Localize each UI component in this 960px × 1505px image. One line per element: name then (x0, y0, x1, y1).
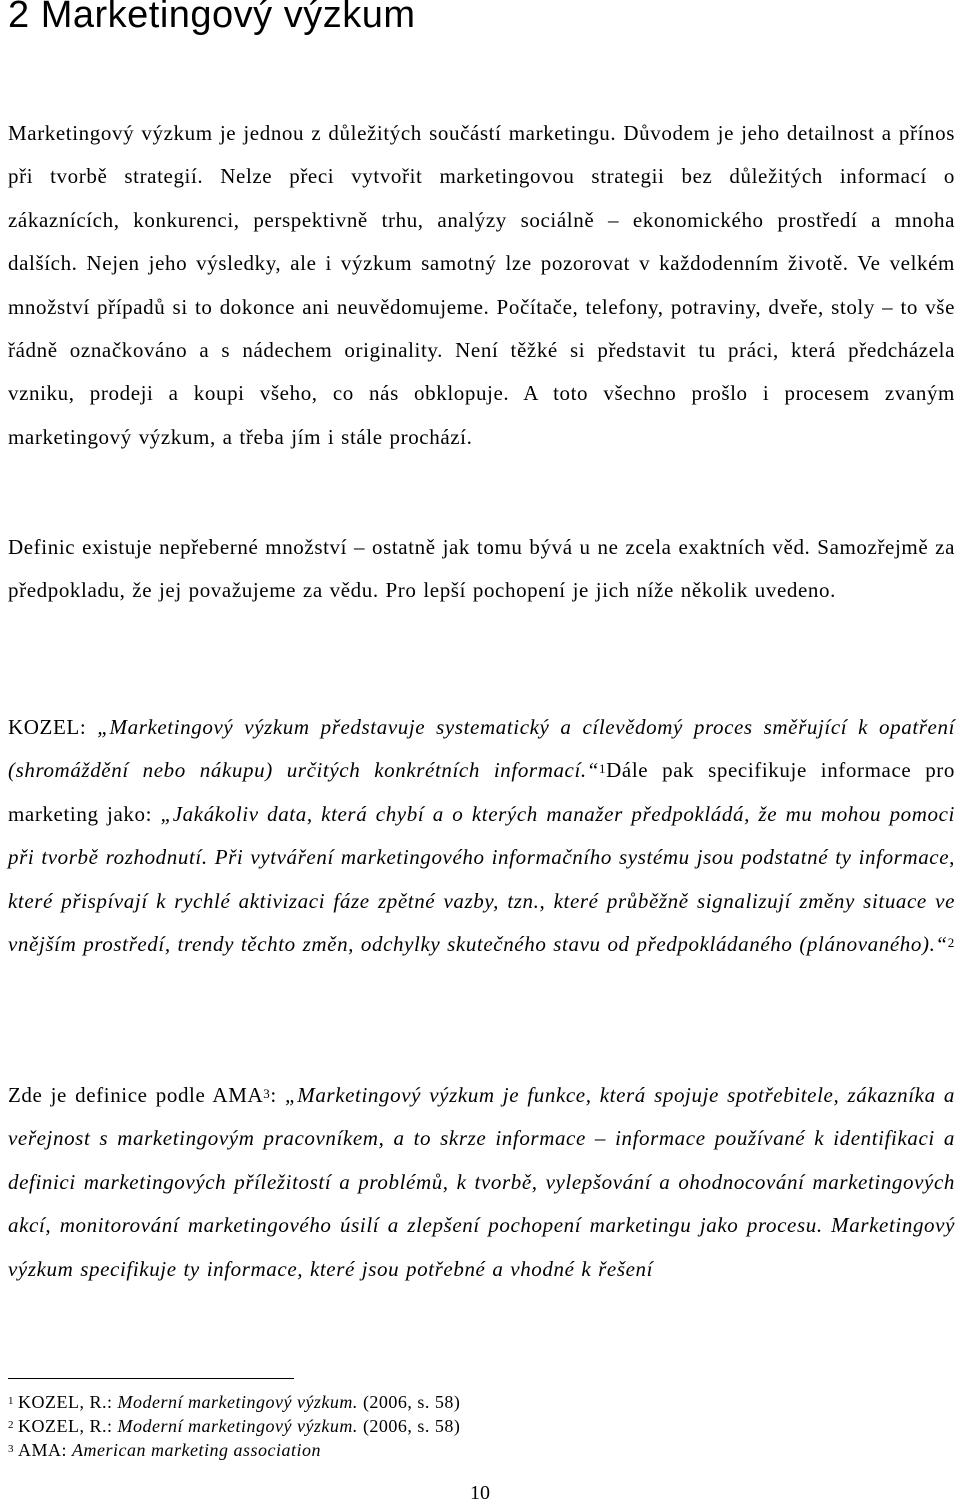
paragraph-kozel (8, 706, 955, 966)
footnote-1-rest: (2006, s. 58) (357, 1392, 461, 1412)
footnote-2-title: Moderní marketingový výzkum. (117, 1416, 358, 1436)
ama-quote: „Marketingový výzkum je funkce, která spojuje spotřebitele, zákazníka a veřejnost s marketingovým pracovníkem, a to skrze informace – informace používané k identifikaci a definici marketingových příležitostí a problémů, k tvorbě, vylepšování a ohodnocování marketingových akcí, monitorování marketingového úsilí a zlepšení pochopení marketingu jako procesu. Marketingový výzkum specifikuje ty informace, které jsou potřebné a vhodné k řešení (8, 1083, 955, 1281)
footnote-1-number: 1 (8, 1395, 14, 1407)
paragraph-intro (8, 112, 955, 459)
kozel-mid: Dále pak specifikuje informace pro marketing jako: (8, 758, 955, 826)
paragraph-ama (8, 1074, 955, 1291)
footnote-2 (8, 1414, 460, 1438)
footnote-1 (8, 1390, 460, 1414)
paragraph-intro-text: Marketingový výzkum je jednou z důležitých součástí marketingu. Důvodem je jeho detailnost a přínos při tvorbě strategií. Nelze přeci vytvořit marketingovou strategii bez důležitých informací o zákaznících, konkurenci, perspektivně trhu, analýzy sociálně – ekonomického prostředí a mnoha dalších. Nejen jeho výsledky, ale i výzkum samotný lze pozorovat v každodenním životě. Ve velkém množství případů si to dokonce ani neuvědomujeme. Počítače, telefony, potraviny, dveře, stoly – to vše řádně označkováno a s nádechem originality. Není těžké si představit tu práci, která předcházela vzniku, prodeji a koupi všeho, co nás obklopuje. A toto všechno prošlo i procesem zvaným marketingový výzkum, a třeba jím i stále prochází. (8, 121, 955, 449)
kozel-lead: KOZEL: (8, 715, 98, 739)
paragraph-definitions-text: Definic existuje nepřeberné množství – ostatně jak tomu bývá u ne zcela exaktních věd. Samozřejmě za předpokladu, že jej považujeme za vědu. Pro lepší pochopení je jich níže několik uvedeno. (8, 535, 955, 603)
footnote-ref-2: 2 (947, 935, 955, 951)
chapter-heading: 2 Marketingový výzkum (8, 0, 416, 36)
kozel-quote-1: „Marketingový výzkum představuje systematický a cílevědomý proces směřující k opatření (shromáždění nebo nákupu) určitých konkrétních informací.“ (8, 715, 955, 783)
footnote-2-author: KOZEL, R.: (18, 1416, 118, 1436)
footnote-separator (8, 1378, 294, 1379)
footnote-ref-1: 1 (599, 761, 607, 777)
kozel-quote-2: „Jakákoliv data, která chybí a o kterých manažer předpokládá, že mu mohou pomoci při tvorbě rozhodnutí. Při vytváření marketingového informačního systému jsou podstatné ty informace, které přispívají k rychlé aktivizaci fáze zpětné vazby, tzn., které průběžně signalizují změny situace ve vnějším prostředí, trendy těchto změn, odchylky skutečného stavu od předpokládaného (plánovaného).“ (8, 801, 955, 957)
ama-colon: : (270, 1083, 285, 1107)
footnote-3-author: AMA: (18, 1440, 73, 1460)
footnote-3-title: American marketing association (72, 1440, 321, 1460)
footnote-3-number: 3 (8, 1443, 14, 1455)
ama-lead: Zde je definice podle AMA (8, 1083, 264, 1107)
footnote-ref-3: 3 (263, 1086, 271, 1101)
footnote-2-number: 2 (8, 1419, 14, 1431)
footnote-2-rest: (2006, s. 58) (357, 1416, 461, 1436)
paragraph-definitions (8, 526, 955, 613)
footnote-3 (8, 1438, 321, 1462)
footnote-1-author: KOZEL, R.: (18, 1392, 118, 1412)
page-number: 10 (470, 1482, 490, 1504)
footnote-1-title: Moderní marketingový výzkum. (117, 1392, 358, 1412)
